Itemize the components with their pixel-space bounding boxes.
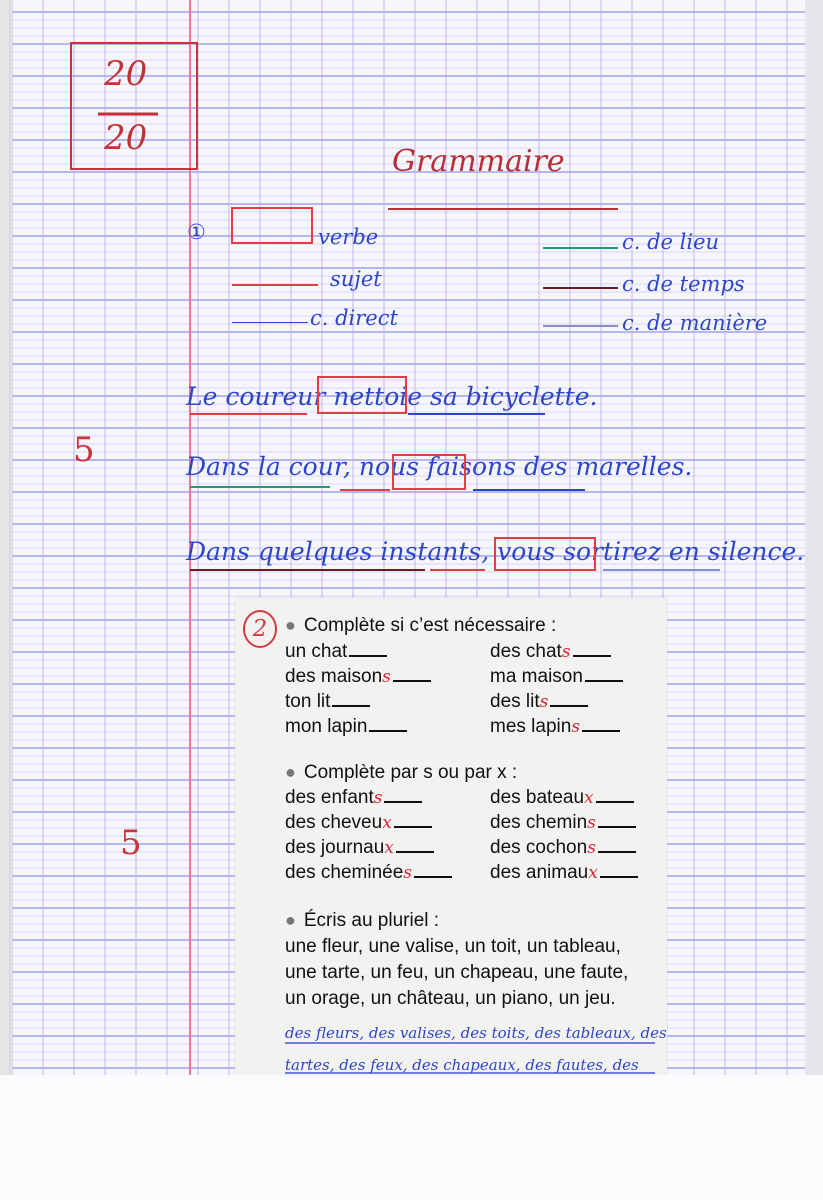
legend-manner: c. de manière xyxy=(622,311,768,335)
sentence-annotations xyxy=(185,372,755,582)
sentence-2: Dans la cour, nous faisons des marelles. xyxy=(186,452,693,481)
exercise-2-number: 2 xyxy=(243,610,277,648)
item: ma maison xyxy=(490,666,623,688)
item: des lits xyxy=(490,691,588,713)
item: des cochons xyxy=(490,837,636,859)
item: des journaux xyxy=(285,837,434,859)
item: des enfants xyxy=(285,787,422,809)
item: mes lapins xyxy=(490,716,620,738)
legend-place: c. de lieu xyxy=(622,230,720,254)
item: des chats xyxy=(490,641,611,663)
legend-marks-left xyxy=(228,203,328,323)
exercise-2-score: 5 xyxy=(120,823,142,863)
exercise-1-number: ① xyxy=(187,220,206,244)
bullet-icon: ● xyxy=(285,762,296,782)
sentence-1: Le coureur nettoie sa bicyclette. xyxy=(186,382,598,411)
title-underline xyxy=(388,205,623,213)
score-top: 20 xyxy=(104,54,148,94)
page-title: Grammaire xyxy=(392,144,565,179)
bullet-icon: ● xyxy=(285,910,296,930)
pluriel-text-1: une fleur, une valise, un toit, un tableau, xyxy=(285,936,621,957)
item: mon lapin xyxy=(285,716,407,738)
legend-marks-right xyxy=(540,243,625,333)
item: des chemins xyxy=(490,812,636,834)
instruction-2: ● Complète par s ou par x : xyxy=(285,762,518,783)
paper-bottom-edge xyxy=(0,1075,823,1200)
legend-verb: verbe xyxy=(318,225,379,249)
answer-line-1: des fleurs, des valises, des toits, des tableaux, des xyxy=(285,1024,667,1042)
item: des animaux xyxy=(490,862,638,884)
item: ton lit xyxy=(285,691,370,713)
item: des maisons xyxy=(285,666,431,688)
legend-direct-object: c. direct xyxy=(310,306,398,330)
item: des cheveux xyxy=(285,812,432,834)
item: des bateaux xyxy=(490,787,634,809)
answer-line-2: tartes, des feux, des chapeaux, des fautes, des xyxy=(285,1056,639,1074)
exercise-1-score: 5 xyxy=(73,430,95,470)
legend-time: c. de temps xyxy=(622,272,745,296)
instruction-3: ● Écris au pluriel : xyxy=(285,910,440,931)
item: un chat xyxy=(285,641,387,663)
pluriel-text-2: une tarte, un feu, un chapeau, une faute, xyxy=(285,962,629,983)
bullet-icon: ● xyxy=(285,615,296,635)
sentence-3: Dans quelques instants, vous sortirez en silence. xyxy=(186,537,805,566)
item: des cheminées xyxy=(285,862,452,884)
score-bottom: 20 xyxy=(104,118,148,158)
legend-subject: sujet xyxy=(330,267,382,291)
instruction-1: ● Complète si c’est nécessaire : xyxy=(285,615,557,636)
score-fraction-line xyxy=(98,112,160,116)
pluriel-text-3: un orage, un château, un piano, un jeu. xyxy=(285,988,616,1009)
